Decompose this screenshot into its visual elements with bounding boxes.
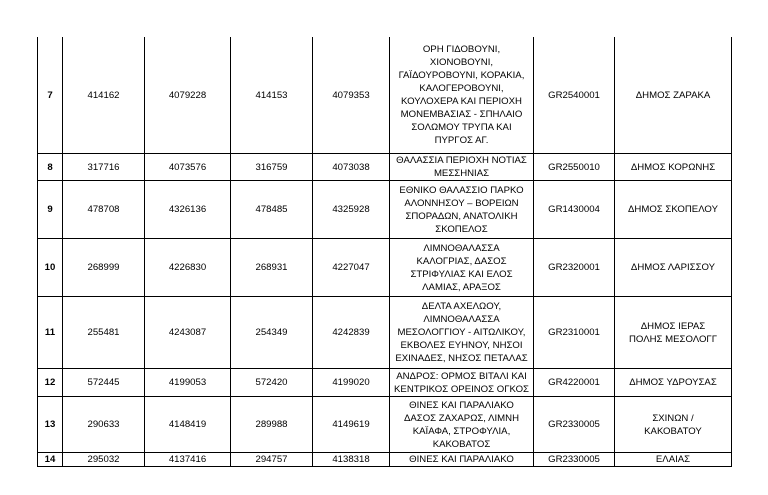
site-name: ΕΘΝΙΚΟ ΘΑΛΑΣΣΙΟ ΠΑΡΚΟ ΑΛΟΝΝΗΣΟΥ – ΒΟΡΕΙΩΝ ΣΠΟΡΑΔΩΝ, ΑΝΑΤΟΛΙΚΗ ΣΚΟΠΕΛΟΣ <box>399 184 524 235</box>
x-coordinate-end: 316759 <box>231 154 313 181</box>
y-coordinate-end: 4073038 <box>313 154 390 181</box>
site-code: GR2550010 <box>534 154 615 181</box>
municipality: ΕΛΑΙΑΣ <box>655 454 691 465</box>
municipality: ΔΗΜΟΣ ΖΑΡΑΚΑ <box>635 89 711 101</box>
row-number: 10 <box>38 239 63 297</box>
x-coordinate-start: 295032 <box>63 453 145 467</box>
municipality: ΔΗΜΟΣ ΚΟΡΩΝΗΣ <box>630 161 716 173</box>
municipality: ΔΗΜΟΣ ΙΕΡΑΣ ΠΟΛΗΣ ΜΕΣΟΛΟΓΓ <box>629 320 717 345</box>
site-code: GR2320001 <box>534 239 615 297</box>
site-code: GR2310001 <box>534 297 615 369</box>
site-code: GR4220001 <box>534 369 615 397</box>
y-coordinate-start: 4326136 <box>145 181 231 239</box>
y-coordinate-start: 4199053 <box>145 369 231 397</box>
table-row <box>38 397 732 453</box>
site-name: ΟΡΗ ΓΙΔΟΒΟΥΝΙ, ΧΙΟΝΟΒΟΥΝΙ, ΓΑΪΔΟΥΡΟΒΟΥΝΙ, ΚΟΡΑΚΙΑ, ΚΑΛΟΓΕΡΟΒΟΥΝΙ, ΚΟΥΛΟΧΕΡΑ ΚΑΙ ΠΕΡΙΟΧΗ ΜΟΝΕΜΒΑΣΙΑΣ - ΣΠΗΛΑΙΟ ΣΟΛΩΜΟΥ ΤΡΥΠΑ ΚΑΙ ΠΥΡΓΟΣ ΑΓ. <box>398 44 525 146</box>
site-code: GR2540001 <box>534 37 615 154</box>
x-coordinate-start: 255481 <box>63 297 145 369</box>
site-name-cell <box>390 397 534 453</box>
municipality: ΔΗΜΟΣ ΥΔΡΟΥΣΑΣ <box>629 377 717 388</box>
y-coordinate-end: 4199020 <box>313 369 390 397</box>
table-row <box>38 37 732 154</box>
x-coordinate-end: 478485 <box>231 181 313 239</box>
row-number: 7 <box>38 37 63 154</box>
row-number: 14 <box>38 453 63 467</box>
site-name-cell <box>390 453 534 467</box>
y-coordinate-start: 4148419 <box>145 397 231 453</box>
y-coordinate-end: 4079353 <box>313 37 390 154</box>
x-coordinate-end: 294757 <box>231 453 313 467</box>
site-name-cell <box>390 239 534 297</box>
site-name: ΘΙΝΕΣ ΚΑΙ ΠΑΡΑΛΙΑΚΟ ΔΑΣΟΣ ΖΑΧΑΡΩΣ, ΛΙΜΝΗ ΚΑΪΑΦΑ, ΣΤΡΟΦΥΛΙΑ, ΚΑΚΟΒΑΤΟΣ <box>403 399 520 450</box>
table-row <box>38 453 732 467</box>
x-coordinate-start: 290633 <box>63 397 145 453</box>
municipality-cell <box>615 297 732 369</box>
x-coordinate-start: 317716 <box>63 154 145 181</box>
municipality: ΔΗΜΟΣ ΣΚΟΠΕΛΟΥ <box>628 204 718 215</box>
x-coordinate-start: 478708 <box>63 181 145 239</box>
row-number: 9 <box>38 181 63 239</box>
site-code: GR1430004 <box>534 181 615 239</box>
table-row <box>38 369 732 397</box>
site-name: ΛΙΜΝΟΘΑΛΑΣΣΑ ΚΑΛΟΓΡΙΑΣ, ΔΑΣΟΣ ΣΤΡΙΦΥΛΙΑΣ ΚΑΙ ΕΛΟΣ ΛΑΜΙΑΣ, ΑΡΑΞΟΣ <box>410 242 513 293</box>
site-name: ΑΝΔΡΟΣ: ΟΡΜΟΣ ΒΙΤΑΛΙ ΚΑΙ ΚΕΝΤΡΙΚΟΣ ΟΡΕΙΝΟΣ ΟΓΚΟΣ <box>394 370 529 395</box>
row-number: 11 <box>38 297 63 369</box>
y-coordinate-start: 4073576 <box>145 154 231 181</box>
row-number: 13 <box>38 397 63 453</box>
municipality-cell <box>615 239 732 297</box>
x-coordinate-start: 268999 <box>63 239 145 297</box>
y-coordinate-end: 4149619 <box>313 397 390 453</box>
y-coordinate-start: 4243087 <box>145 297 231 369</box>
x-coordinate-end: 268931 <box>231 239 313 297</box>
table-row <box>38 154 732 181</box>
site-name-cell <box>390 297 534 369</box>
table-row <box>38 239 732 297</box>
y-coordinate-end: 4325928 <box>313 181 390 239</box>
site-name-cell <box>390 181 534 239</box>
site-code: GR2330005 <box>534 453 615 467</box>
x-coordinate-start: 572445 <box>63 369 145 397</box>
municipality-cell <box>615 453 732 467</box>
site-name-cell <box>390 154 534 181</box>
row-number: 8 <box>38 154 63 181</box>
y-coordinate-start: 4137416 <box>145 453 231 467</box>
y-coordinate-start: 4226830 <box>145 239 231 297</box>
x-coordinate-end: 289988 <box>231 397 313 453</box>
site-name-cell <box>390 37 534 154</box>
municipality-cell <box>615 369 732 397</box>
y-coordinate-start: 4079228 <box>145 37 231 154</box>
table-row <box>38 297 732 369</box>
municipality-cell <box>615 181 732 239</box>
y-coordinate-end: 4227047 <box>313 239 390 297</box>
site-code: GR2330005 <box>534 397 615 453</box>
site-name: ΘΙΝΕΣ ΚΑΙ ΠΑΡΑΛΙΑΚΟ <box>409 454 514 465</box>
y-coordinate-end: 4138318 <box>313 453 390 467</box>
site-name-cell <box>390 369 534 397</box>
municipality-cell <box>615 154 732 181</box>
x-coordinate-end: 572420 <box>231 369 313 397</box>
y-coordinate-end: 4242839 <box>313 297 390 369</box>
row-number: 12 <box>38 369 63 397</box>
municipality-cell <box>615 37 732 154</box>
site-name: ΘΑΛΑΣΣΙΑ ΠΕΡΙΟΧΗ ΝΟΤΙΑΣ ΜΕΣΣΗΝΙΑΣ <box>396 155 527 179</box>
table-row <box>38 181 732 239</box>
x-coordinate-end: 414153 <box>231 37 313 154</box>
municipality: ΣΧΙΝΩΝ / ΚΑΚΟΒΑΤΟΥ <box>644 412 702 437</box>
x-coordinate-end: 254349 <box>231 297 313 369</box>
natura-sites-table <box>37 37 732 467</box>
municipality-cell <box>615 397 732 453</box>
municipality: ΔΗΜΟΣ ΛΑΡΙΣΣΟΥ <box>630 262 716 273</box>
x-coordinate-start: 414162 <box>63 37 145 154</box>
site-name: ΔΕΛΤΑ ΑΧΕΛΩΟΥ, ΛΙΜΝΟΘΑΛΑΣΣΑ ΜΕΣΟΛΟΓΓΙΟΥ - ΑΙΤΩΛΙΚΟΥ, ΕΚΒΟΛΕΣ ΕΥΗΝΟΥ, ΝΗΣΟΙ ΕΧΙΝΑΔΕΣ, ΝΗΣΟΣ ΠΕΤΑΛΑΣ <box>395 301 528 364</box>
